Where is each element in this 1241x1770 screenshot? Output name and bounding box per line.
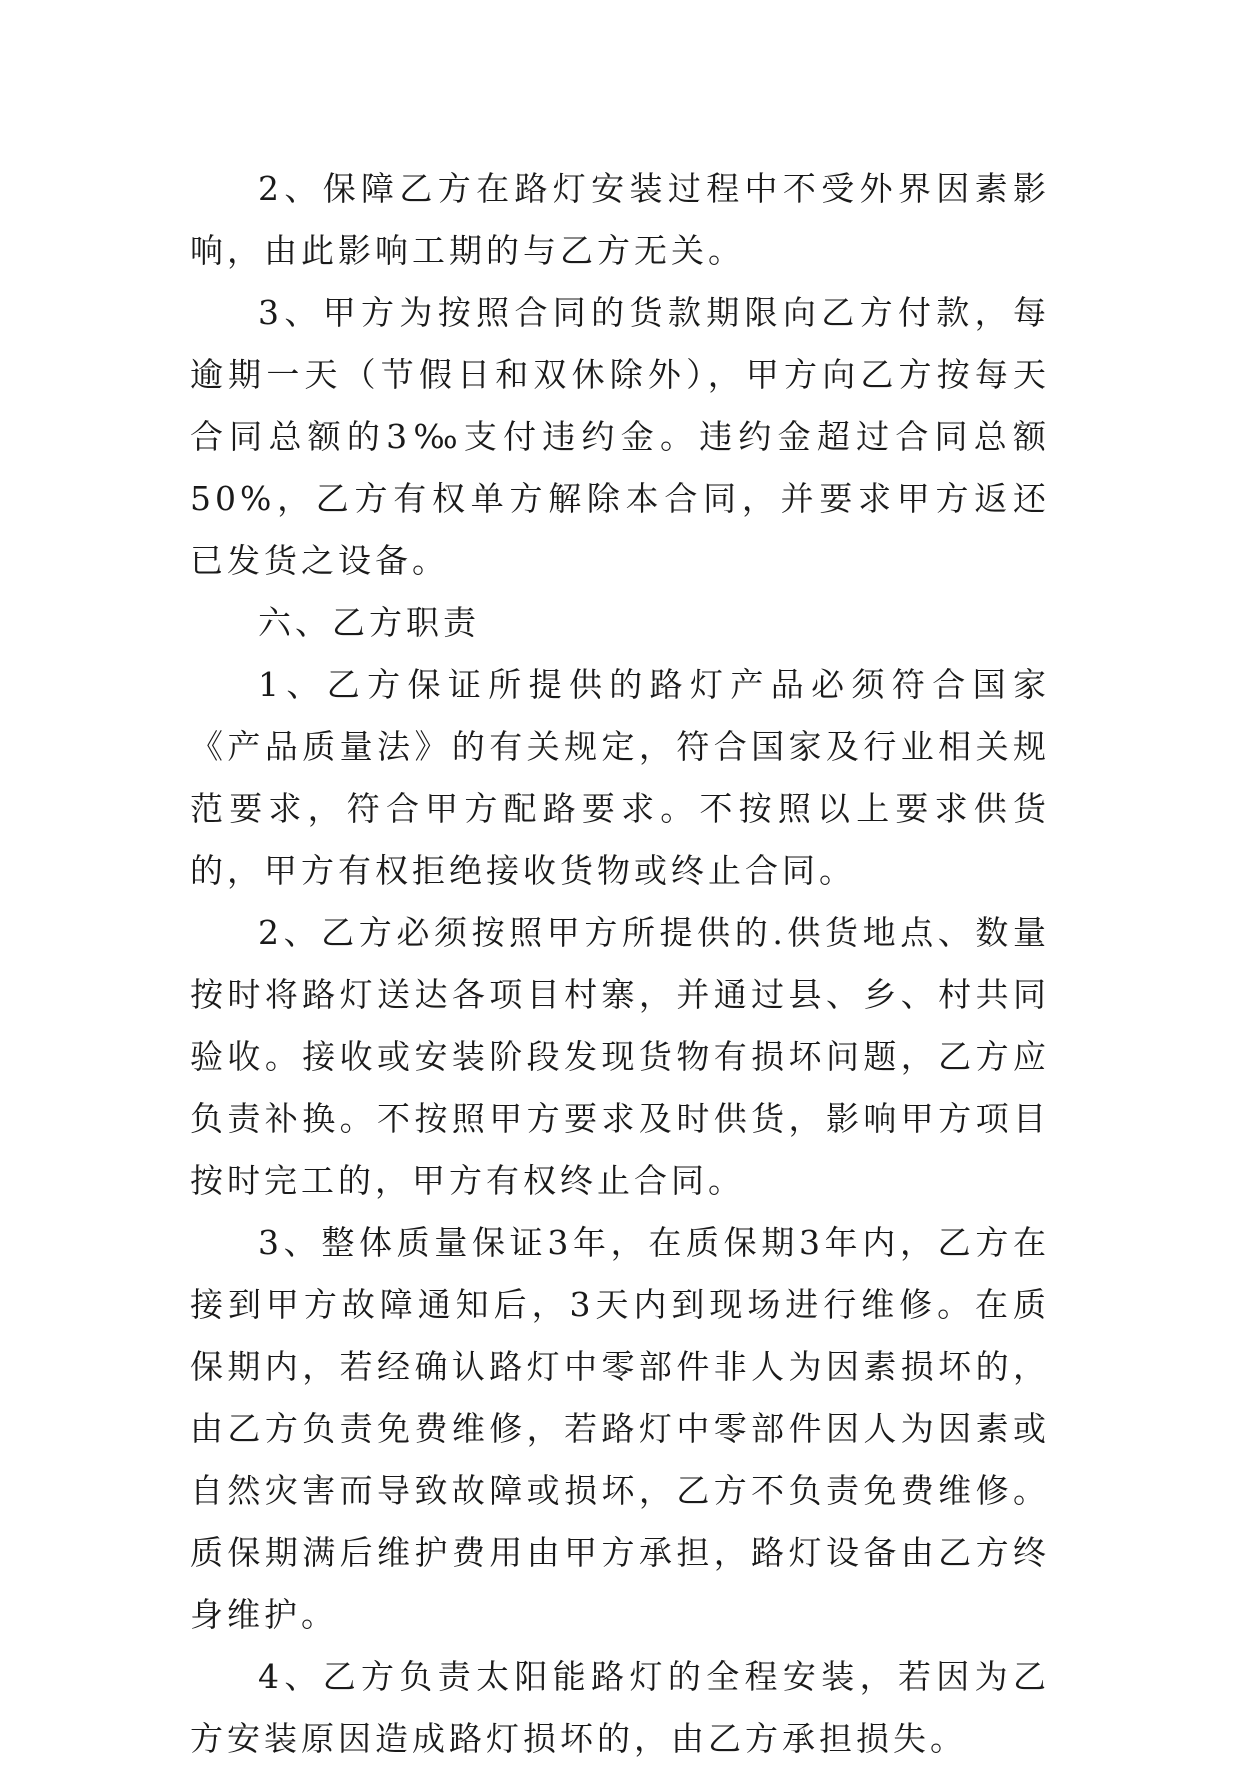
paragraph-duty-3-warranty: 3、整体质量保证3年，在质保期3年内，乙方在接到甲方故障通知后，3天内到现场进行维修。在质保期内，若经确认路灯中零部件非人为因素损坏的，由乙方负责免费维修，若路灯中零部件因人为因素或自然灾害而导致故障或损坏，乙方不负责免费维修。质保期满后维护费用由甲方承担，路灯设备由乙方终身维护。 [190,1223,1050,1634]
document-body [190,158,1050,1770]
section-heading-party-b-duties: 六、乙方职责 [258,603,480,642]
paragraph-duty-4-installation: 4、乙方负责太阳能路灯的全程安装，若因为乙方安装原因造成路灯损坏的，由乙方承担损失。 [190,1657,1050,1758]
paragraph-duty-1-quality: 1、乙方保证所提供的路灯产品必须符合国家《产品质量法》的有关规定，符合国家及行业相关规范要求，符合甲方配路要求。不按照以上要求供货的，甲方有权拒绝接收货物或终止合同。 [190,665,1050,890]
paragraph-clause-2-guarantee: 2、保障乙方在路灯安装过程中不受外界因素影响，由此影响工期的与乙方无关。 [190,169,1050,270]
paragraph-duty-2-delivery: 2、乙方必须按照甲方所提供的.供货地点、数量按时将路灯送达各项目村寨，并通过县、乡、村共同验收。接收或安装阶段发现货物有损坏问题，乙方应负责补换。不按照甲方要求及时供货，影响甲方项目按时完工的，甲方有权终止合同。 [190,913,1050,1200]
paragraph-clause-3-payment: 3、甲方为按照合同的货款期限向乙方付款，每逾期一天（节假日和双休除外），甲方向乙方按每天合同总额的3‰支付违约金。违约金超过合同总额50%，乙方有权单方解除本合同，并要求甲方返还已发货之设备。 [190,293,1050,580]
